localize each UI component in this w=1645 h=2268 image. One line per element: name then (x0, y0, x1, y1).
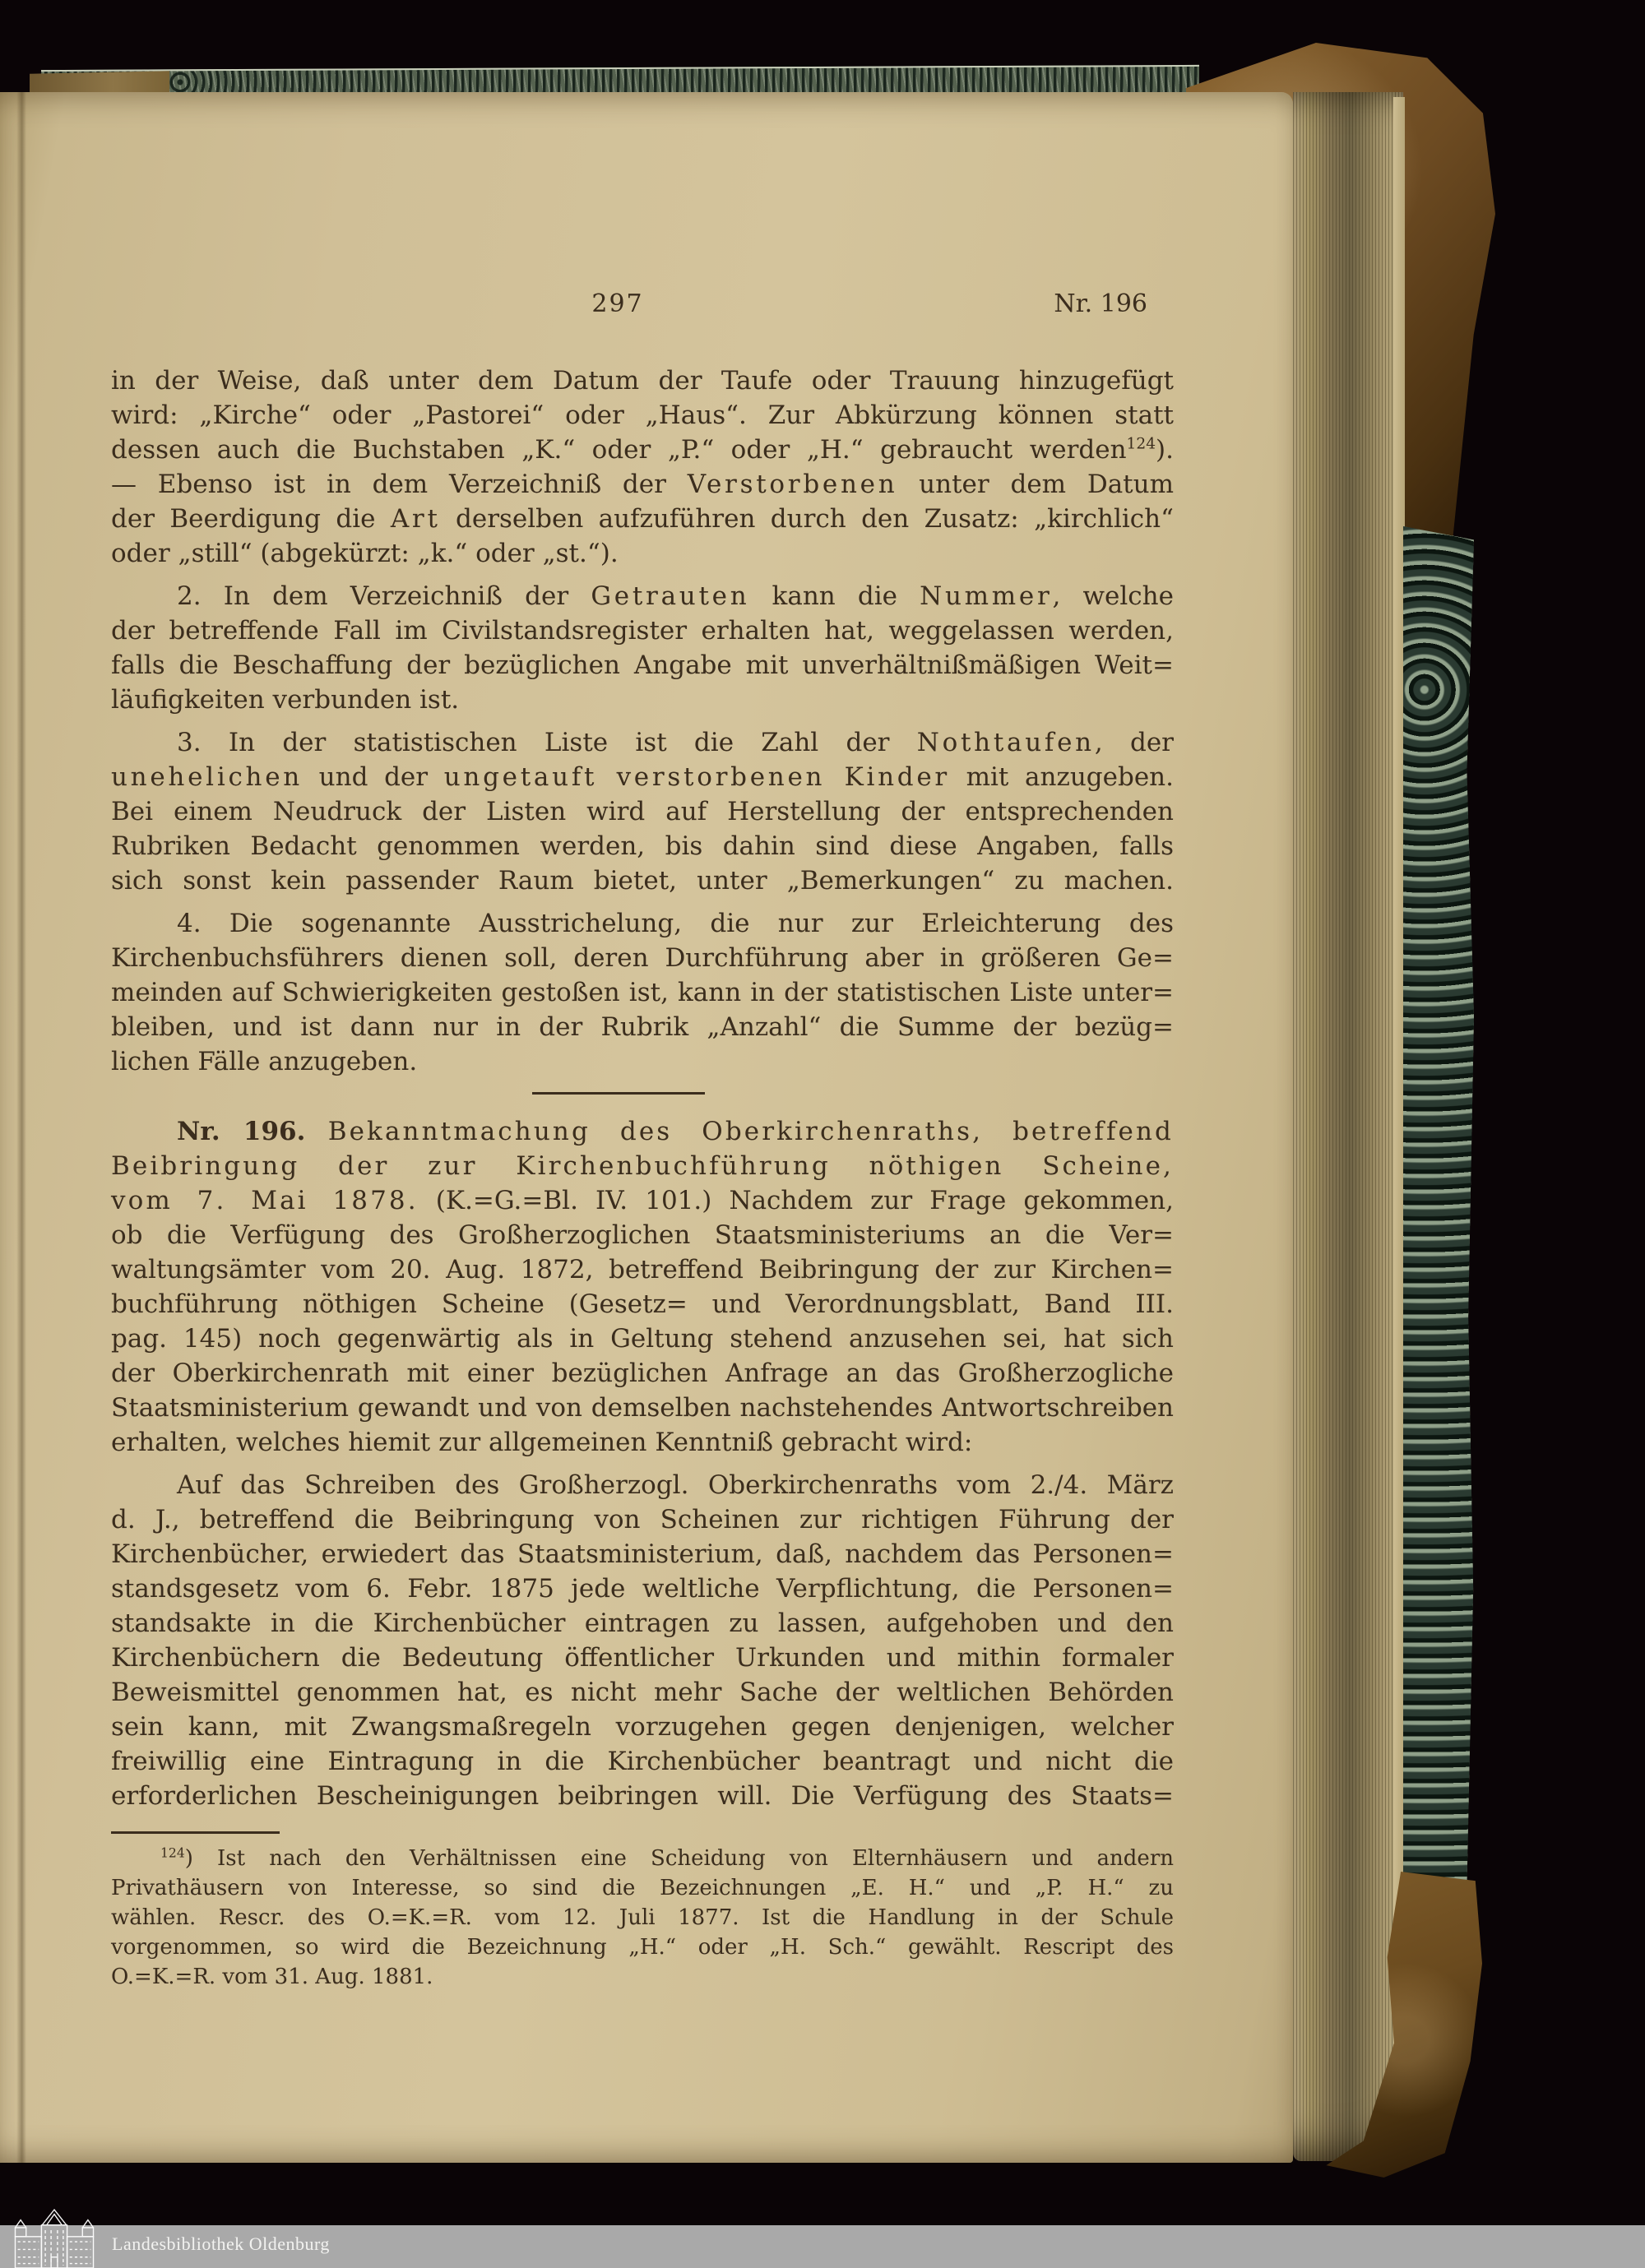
body-text (111, 363, 1174, 1992)
page-header (111, 289, 1174, 322)
text-line: unehelichen und der ungetauft verstorbenen Kinder mit anzugeben. (111, 762, 1174, 792)
text-line: lichen Fälle anzugeben. (111, 1047, 418, 1076)
text-line: O.=K.=R. vom 31. Aug. 1881. (111, 1965, 433, 1989)
printed-text-column (111, 289, 1174, 1992)
text-line: falls die Beschaffung der bezüglichen Angabe mit unverhältnißmäßigen Weit= (111, 650, 1174, 680)
text-line: buchführung nöthigen Scheine (Gesetz= und Verordnungsblatt, Band III. (111, 1289, 1174, 1319)
text-line: freiwillig eine Eintragung in die Kirchenbücher beantragt und nicht die (111, 1747, 1174, 1776)
text-line: der betreffende Fall im Civilstandsregister erhalten hat, weggelassen werden, (111, 616, 1174, 646)
text-line: oder „still“ (abgekürzt: „k.“ oder „st.“). (111, 539, 619, 568)
text-line: standsgesetz vom 6. Febr. 1875 jede weltliche Verpflichtung, die Personen= (111, 1574, 1174, 1604)
text-line: meinden auf Schwierigkeiten gestoßen ist, kann in der statistischen Liste unter= (111, 978, 1174, 1007)
text-line: standsakte in die Kirchenbücher eintragen zu lassen, aufgehoben und den (111, 1608, 1174, 1638)
text-line: Kirchenbücher, erwiedert das Staatsministerium, daß, nachdem das Personen= (111, 1539, 1174, 1569)
text-line: — Ebenso ist in dem Verzeichniß der Verstorbenen unter dem Datum (111, 470, 1174, 499)
text-line: 2. In dem Verzeichniß der Getrauten kann die Nummer, welche (177, 581, 1174, 611)
gutter-crease (16, 92, 26, 2163)
text-line: Nr. 196. Bekanntmachung des Oberkirchenraths, betreffend (177, 1117, 1175, 1146)
text-line: wählen. Rescr. des O.=K.=R. vom 12. Juli 1877. Ist die Handlung in der Schule (111, 1905, 1174, 1930)
text-line: der Beerdigung die Art derselben aufzuführen durch den Zusatz: „kirchlich“ (111, 504, 1174, 534)
text-line: Privathäusern von Interesse, so sind die Bezeichnungen „E. H.“ und „P. H.“ zu (111, 1876, 1174, 1900)
text-line: erhalten, welches hiemit zur allgemeinen Kenntniß gebracht wird: (111, 1428, 973, 1457)
text-line: läufigkeiten verbunden ist. (111, 685, 460, 715)
text-line: pag. 145) noch gegenwärtig als in Geltung stehend anzusehen sei, hat sich (111, 1324, 1174, 1354)
text-line: ob die Verfügung des Großherzoglichen Staatsministeriums an die Ver= (111, 1220, 1174, 1250)
library-name-label: Landesbibliothek Oldenburg (112, 2233, 330, 2254)
footnote-rule (111, 1831, 280, 1834)
text-line: 3. In der statistischen Liste ist die Zahl der Nothtaufen, der (177, 728, 1175, 757)
paragraph (111, 363, 1174, 571)
text-line: $^{124}$) Ist nach den Verhältnissen eine Scheidung von Elternhäusern und andern (160, 1845, 1174, 1871)
paragraph (111, 906, 1174, 1079)
text-line: Kirchenbuchsführers dienen soll, deren Durchführung aber in größeren Ge= (111, 943, 1174, 973)
text-line: Bei einem Neudruck der Listen wird auf Herstellung der entsprechenden (111, 797, 1174, 826)
paragraph (111, 1114, 1174, 1460)
text-line: vorgenommen, so wird die Bezeichnung „H.“ oder „H. Sch.“ gewählt. Rescript des (111, 1935, 1174, 1960)
text-line: in der Weise, daß unter dem Datum der Taufe oder Trauung hinzugefügt (111, 366, 1174, 396)
text-line: Beweismittel genommen hat, es nicht mehr Sache der weltlichen Behörden (111, 1678, 1174, 1707)
page-block-fore-edge (1293, 92, 1403, 2161)
page-number: 297 (591, 289, 644, 318)
text-line: d. J., betreffend die Beibringung von Scheinen zur richtigen Führung der (111, 1505, 1174, 1534)
book-page (0, 92, 1293, 2163)
text-line: vom 7. Mai 1878. (K.=G.=Bl. IV. 101.) Nachdem zur Frage gekommen, (111, 1186, 1174, 1215)
text-line: Rubriken Bedacht genommen werden, bis dahin sind diese Angaben, falls (111, 831, 1174, 861)
paragraph (111, 725, 1174, 898)
text-line: bleiben, und ist dann nur in der Rubrik „Anzahl“ die Summe der bezüg= (111, 1012, 1174, 1042)
text-line: Beibringung der zur Kirchenbuchführung nöthigen Scheine, (111, 1151, 1174, 1181)
marbled-board-edge (1403, 526, 1474, 1888)
header-entry-number: Nr. 196 (1054, 289, 1147, 318)
paragraph (111, 1468, 1174, 1813)
text-line: der Oberkirchenrath mit einer bezüglichen Anfrage an das Großherzogliche (111, 1358, 1174, 1388)
text-line: wird: „Kirche“ oder „Pastorei“ oder „Haus“. Zur Abkürzung können statt (111, 400, 1174, 430)
text-line: Kirchenbüchern die Bedeutung öffentlicher Urkunden und mithin formaler (111, 1643, 1174, 1673)
text-line: sein kann, mit Zwangsmaßregeln vorzugehen gegen denjenigen, welcher (111, 1712, 1174, 1742)
text-line: sich sonst kein passender Raum bietet, unter „Bemerkungen“ zu machen. (111, 866, 1174, 896)
footnote (111, 1844, 1174, 1992)
text-line: Staatsministerium gewandt und von demselben nachstehendes Antwortschreiben (111, 1393, 1174, 1423)
library-footer-bar (0, 2225, 1645, 2268)
text-line: dessen auch die Buchstaben „K.“ oder „P.“ oder „H.“ gebraucht werden$^{124}$). (111, 435, 1174, 465)
library-building-icon (5, 2207, 104, 2268)
text-line: erforderlichen Bescheinigungen beibringen will. Die Verfügung des Staats= (111, 1781, 1174, 1811)
section-divider-rule (532, 1092, 705, 1095)
fore-edge-highlight (1393, 97, 1405, 2128)
text-line: Auf das Schreiben des Großherzogl. Oberkirchenraths vom 2./4. März (177, 1470, 1174, 1500)
text-line: waltungsämter vom 20. Aug. 1872, betreffend Beibringung der zur Kirchen= (111, 1255, 1174, 1284)
text-line: 4. Die sogenannte Ausstrichelung, die nur zur Erleichterung des (177, 909, 1174, 938)
paragraph (111, 579, 1174, 717)
